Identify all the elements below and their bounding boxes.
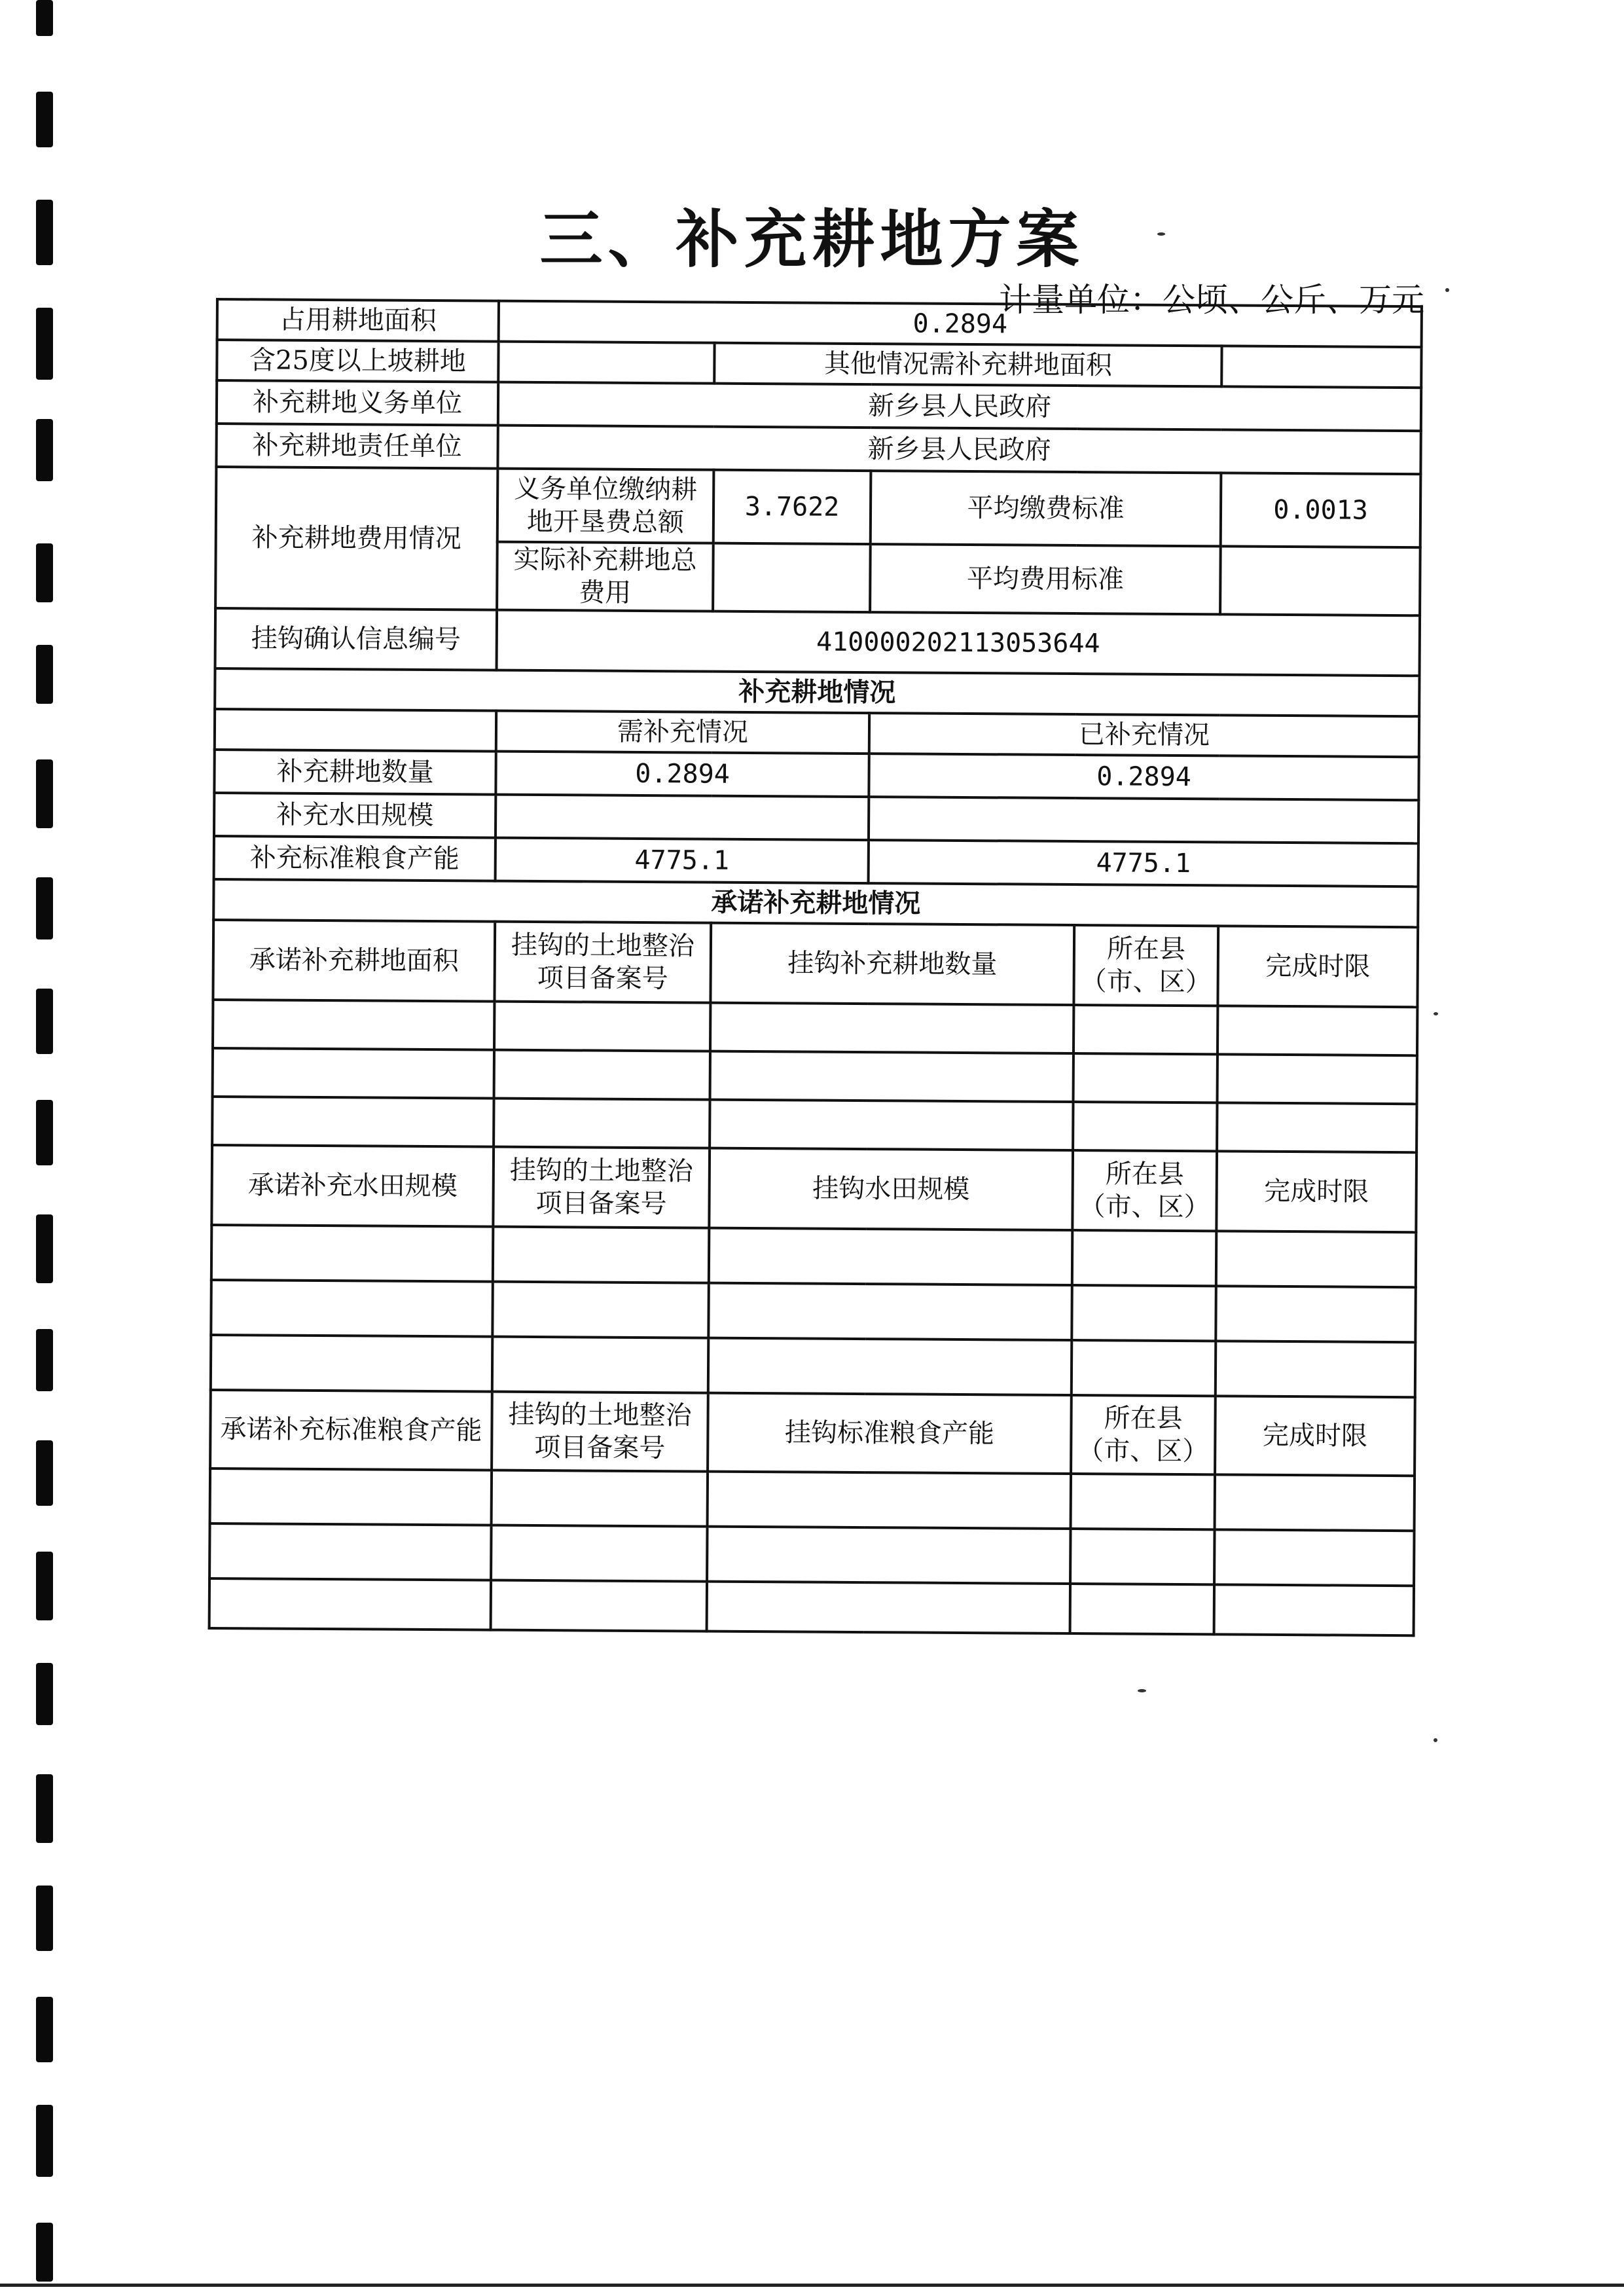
supplement-plan-table <box>208 298 1423 1637</box>
occupied-area-label: 占用耕地面积 <box>217 299 499 342</box>
responsible-unit-row <box>216 424 1420 474</box>
fees-actual-label: 实际补充耕地总费用 <box>497 542 713 611</box>
supplement-row <box>214 836 1418 886</box>
commitment-col3-header: 挂钩补充耕地数量 <box>710 923 1074 1005</box>
commitment-section-row <box>213 879 1418 927</box>
commitment-col5-header: 完成时限 <box>1216 1151 1416 1232</box>
supplement-done-value <box>869 797 1418 843</box>
supplement-row-label: 补充水田规模 <box>214 793 496 838</box>
supplement-row-label: 补充标准粮食产能 <box>214 836 496 881</box>
slope-row <box>217 340 1421 388</box>
scan-speck <box>1138 1689 1146 1692</box>
unit-note: 计量单位：公顷、公斤、万元 <box>999 281 1424 319</box>
needed-header: 需补充情况 <box>496 711 869 754</box>
supplement-header-blank <box>215 709 496 752</box>
commitment-empty-row <box>213 1000 1417 1055</box>
commitment-col4-header: 所在县（市、区） <box>1074 925 1218 1006</box>
avg-fee-value: 0.0013 <box>1221 473 1421 547</box>
commitment-col3-header: 挂钩水田规模 <box>709 1148 1073 1230</box>
commitment-empty-row <box>210 1468 1415 1531</box>
supplement-done-value: 4775.1 <box>869 840 1418 886</box>
commitment-col1-header: 承诺补充标准粮食产能 <box>210 1390 492 1470</box>
responsible-unit-label: 补充耕地责任单位 <box>216 424 497 469</box>
commitment-section-title: 承诺补充耕地情况 <box>213 879 1418 927</box>
commitment-col4-header: 所在县（市、区） <box>1071 1395 1216 1474</box>
supplement-header-row <box>215 709 1419 757</box>
commitment-col1-header: 承诺补充耕地面积 <box>213 920 495 1002</box>
supplement-row-label: 补充耕地数量 <box>214 750 496 795</box>
supplement-row <box>214 750 1418 800</box>
supplement-done-value: 0.2894 <box>869 754 1418 800</box>
fees-paid-value: 3.7622 <box>713 470 871 544</box>
fees-label: 补充耕地费用情况 <box>215 467 497 610</box>
commitment-empty-row <box>211 1335 1416 1397</box>
avg-fee-label: 平均缴费标准 <box>871 471 1221 546</box>
commitment-col5-header: 完成时限 <box>1215 1396 1415 1476</box>
page-bottom-edge <box>0 2284 1624 2287</box>
commitment-col4-header: 所在县（市、区） <box>1072 1150 1217 1231</box>
fees-paid-label: 义务单位缴纳耕地开垦费总额 <box>497 469 714 543</box>
obligation-unit-label: 补充耕地义务单位 <box>217 380 498 426</box>
hook-code-label: 挂钩确认信息编号 <box>215 608 497 670</box>
commitment-col5-header: 完成时限 <box>1218 926 1418 1007</box>
commitment-header-row <box>210 1390 1415 1476</box>
supplement-needed-value: 0.2894 <box>496 752 869 797</box>
hook-code-value: 410000202113053644 <box>497 610 1420 676</box>
other-area-label: 其他情况需补充耕地面积 <box>714 343 1221 387</box>
commitment-col1-header: 承诺补充水田规模 <box>211 1145 494 1227</box>
hook-code-row <box>215 608 1420 676</box>
binding-marks <box>0 0 72 2296</box>
scan-speck <box>1434 1012 1438 1015</box>
commitment-col2-header: 挂钩的土地整治项目备案号 <box>493 1147 710 1228</box>
other-area-value <box>1221 346 1421 388</box>
commitment-empty-row <box>209 1578 1414 1635</box>
scan-speck <box>1434 1738 1437 1742</box>
page-title: 三、补充耕地方案 <box>539 203 1085 276</box>
obligation-unit-value: 新乡县人民政府 <box>498 382 1421 431</box>
occupied-area-row <box>217 299 1422 347</box>
commitment-empty-row <box>211 1225 1416 1287</box>
supplement-needed-value: 4775.1 <box>496 838 869 883</box>
scan-speck <box>1445 288 1449 292</box>
slope-value <box>498 342 714 384</box>
commitment-col2-header: 挂钩的土地整治项目备案号 <box>492 1392 708 1472</box>
commitment-col2-header: 挂钩的土地整治项目备案号 <box>494 922 711 1003</box>
avg-cost-label: 平均费用标准 <box>870 544 1221 614</box>
obligation-unit-row <box>217 380 1421 431</box>
commitment-header-row <box>213 920 1418 1007</box>
commitment-empty-row <box>211 1280 1416 1342</box>
supplement-section-title: 补充耕地情况 <box>215 668 1419 716</box>
supplement-row <box>214 793 1418 843</box>
responsible-unit-value: 新乡县人民政府 <box>497 426 1420 475</box>
fees-actual-value <box>713 543 871 612</box>
supplement-needed-value <box>496 795 869 840</box>
occupied-area-value: 0.2894 <box>499 301 1422 348</box>
slope-label: 含25度以上坡耕地 <box>217 340 498 382</box>
commitment-empty-row <box>213 1048 1417 1104</box>
commitment-header-row <box>211 1145 1416 1232</box>
avg-cost-value <box>1220 546 1420 615</box>
fees-row-paid <box>216 467 1421 547</box>
commitment-col3-header: 挂钩标准粮食产能 <box>708 1393 1072 1474</box>
done-header: 已补充情况 <box>869 713 1419 757</box>
commitment-empty-row <box>209 1523 1415 1586</box>
commitment-empty-row <box>212 1097 1416 1152</box>
supplement-section-row <box>215 668 1419 716</box>
